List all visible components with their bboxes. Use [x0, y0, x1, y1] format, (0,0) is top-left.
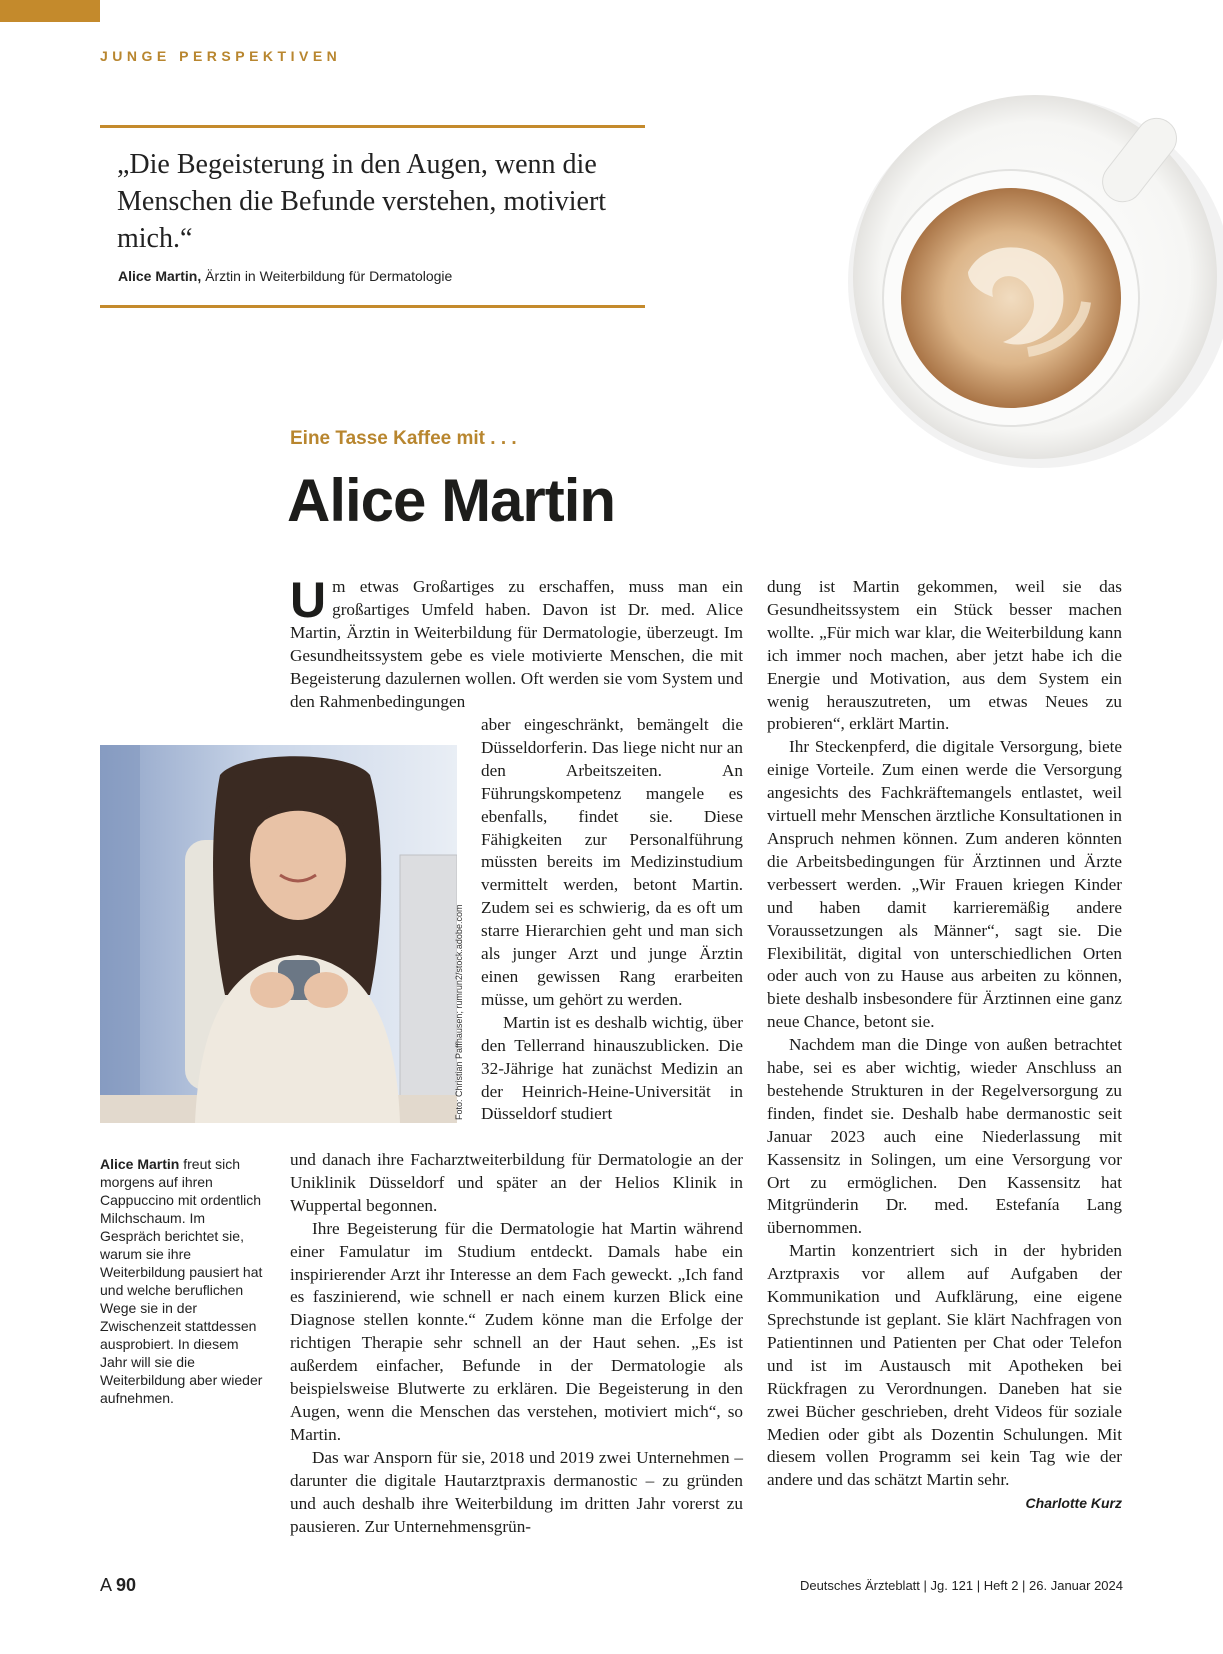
- paragraph-1-start: m etwas Großartiges zu erschaffen, muss man ein großartiges Umfeld haben. Davon ist Dr. med. Alice Martin, Ärztin in Weiterbildung für Dermatologie, überzeugt. Im Gesundheitssystem gebe es viele motivierte Menschen, die mit Begeisterung dazulernen wollen. Oft werden sie vom System und den Rahmenbedingungen: [290, 577, 743, 711]
- page-number-value: 90: [116, 1575, 137, 1595]
- page-prefix: A: [100, 1575, 112, 1595]
- article-headline: Alice Martin: [287, 467, 616, 534]
- paragraph-2-start: Martin ist es deshalb wichtig, über den Tellerrand hinauszublicken. Die 32-Jährige hat zunächst Medizin an der Heinrich-Heine-Universität in Düsseldorf studiert: [481, 1012, 743, 1124]
- article-author: Charlotte Kurz: [1025, 1495, 1122, 1512]
- dropcap: U: [290, 572, 327, 628]
- journal-info: Deutsches Ärzteblatt | Jg. 121 | Heft 2 | 26. Januar 2024: [799, 1578, 1123, 1593]
- photo-credit: Foto: Christian Paffhausen; rumrun2/stock.adobe.com: [454, 904, 464, 1120]
- pull-quote-attribution-role: Ärztin in Weiterbildung für Dermatologie: [205, 268, 453, 284]
- pull-quote-attribution-name: Alice Martin,: [118, 268, 202, 284]
- caption-text: freut sich morgens auf ihren Cappuccino mit ordentlich Milchschaum. Im Gespräch berichtet sie, warum sie ihre Weiterbildung pausiert hat und welche beruflichen Wege sie in der Zwischenzeit stattdessen ausprobiert. In diesem Jahr will sie die Weiterbildung aber wieder aufnehmen.: [100, 1156, 263, 1406]
- paragraph-5: Ihr Steckenpferd, die digitale Versorgung, biete einige Vorteile. Zum einen werde die Versorgung angesichts des Fachkräftemangels entlastet, weil virtuell mehr Menschen ärztliche Konsultationen in Anspruch nehmen können. Zum anderen könnten die Arbeitsbedingungen für Ärztinnen und Ärzte verbessert werden. „Wir Frauen kriegen Kinder und haben damit karrieremäßig andere Voraussetzungen als Männer“, sagt sie. Die Flexibilität, digital von unterschiedlichen Orten oder auch von zu Hause aus arbeiten zu können, biete deshalb insbesondere für Ärztinnen eine ganz neue Chance, betont sie.: [767, 737, 1122, 1032]
- paragraph-4-start: Das war Ansporn für sie, 2018 und 2019 zwei Unternehmen – darunter die digitale Hautarztpraxis dermanostic – zu gründen und auch deshalb ihre Weiterbildung im dritten Jahr vorerst zu pausieren. Zur Unternehmensgrün-: [290, 1447, 743, 1536]
- paragraph-6: Nachdem man die Dinge von außen betrachtet habe, sei es aber wichtig, wieder Anschluss an bestehende Strukturen in der Regelversorgung zu finden, findet sie. Deshalb habe dermanostic seit Januar 2023 auch eine Niederlassung mit Kassensitz in Solingen, um eine Versorgung vor Ort zu ermöglichen. Den Kassensitz hat Mitgründerin Dr. med. Estefanía Lang übernommen.: [767, 1035, 1122, 1238]
- pull-quote-box: [100, 125, 645, 308]
- portrait-photo: [100, 745, 457, 1123]
- photo-caption: [100, 1155, 268, 1407]
- section-label: JUNGE PERSPEKTIVEN: [100, 48, 342, 64]
- paragraph-3: Ihre Begeisterung für die Dermatologie hat Martin während einer Famulatur im Studium entdeckt. Damals habe ein inspirierender Arzt ihr Interesse an dem Fach geweckt. „Ich fand es faszinierend, wie schnell er nach einem kurzen Blick eine Diagnose stellen konnte.“ Zudem könne man die Erfolge der richtigen Therapie sehr schnell an der Haut sehen. „Es ist außerdem einfacher, Befunde in der Dermatologie als beispielsweise Blutwerte zu erklären. Die Begeisterung in den Augen, wenn die Menschen das verstehen, motiviert mich“, so Martin.: [290, 1218, 743, 1444]
- pull-quote-text: „Die Begeisterung in den Augen, wenn die Menschen die Befunde verstehen, motiviert mich.“: [117, 149, 607, 254]
- corner-accent-bar: [0, 0, 100, 22]
- paragraph-2-end: und danach ihre Facharztweiterbildung für Dermatologie an der Uniklinik Düsseldorf und später an der Helios Klinik in Wuppertal begonnen.: [290, 1150, 743, 1215]
- article-column-1-narrow: [481, 714, 743, 1126]
- caption-name: Alice Martin: [100, 1156, 180, 1172]
- paragraph-4-end: dung ist Martin gekommen, weil sie das Gesundheitssystem ein Stück besser machen wollte. „Für mich war klar, die Weiterbildung kann ich immer noch machen, aber jetzt habe ich die Energie und Motivation, aus dem System ein wenig herauszutreten, um etwas Neues zu probieren“, erklärt Martin.: [767, 577, 1122, 734]
- pull-quote-attribution: [118, 268, 452, 284]
- paragraph-1-end: aber eingeschränkt, bemängelt die Düsseldorferin. Das liege nicht nur an den Arbeitszeiten. An Führungskompetenz mangele es ebenfalls, findet sie. Diese Fähigkeiten zur Personalführung müssten bereits im Medizinstudium vermittelt werden, betont Martin. Zudem sei es schwierig, da es oft um starre Hierarchien geht und man sich als junger Arzt und junge Ärztin einen gewissen Rang erarbeiten müsse, um gehört zu werden.: [481, 715, 743, 1009]
- article-column-2: [767, 576, 1122, 1515]
- article-kicker: Eine Tasse Kaffee mit . . .: [290, 428, 517, 449]
- article-column-1-top: [290, 572, 743, 713]
- article-column-1-bottom: [290, 1149, 743, 1538]
- page-number: [100, 1575, 136, 1596]
- paragraph-7: Martin konzentriert sich in der hybriden Arztpraxis vor allem auf Aufgaben der Kommunikation und Aufklärung, eine eigene Sprechstunde ist geplant. Sie klärt Nachfragen von Patientinnen und Patienten per Chat oder Telefon und ist im Austausch mit Apotheken bei Rückfragen zu Verordnungen. Daneben hat sie zwei Bücher geschrieben, dreht Videos für soziale Medien oder gibt als Dozentin Schulungen. Mit diesem vollen Programm sei kein Tag wie der andere und das schätzt Martin sehr.: [767, 1241, 1122, 1490]
- coffee-cup-image: [828, 92, 1223, 492]
